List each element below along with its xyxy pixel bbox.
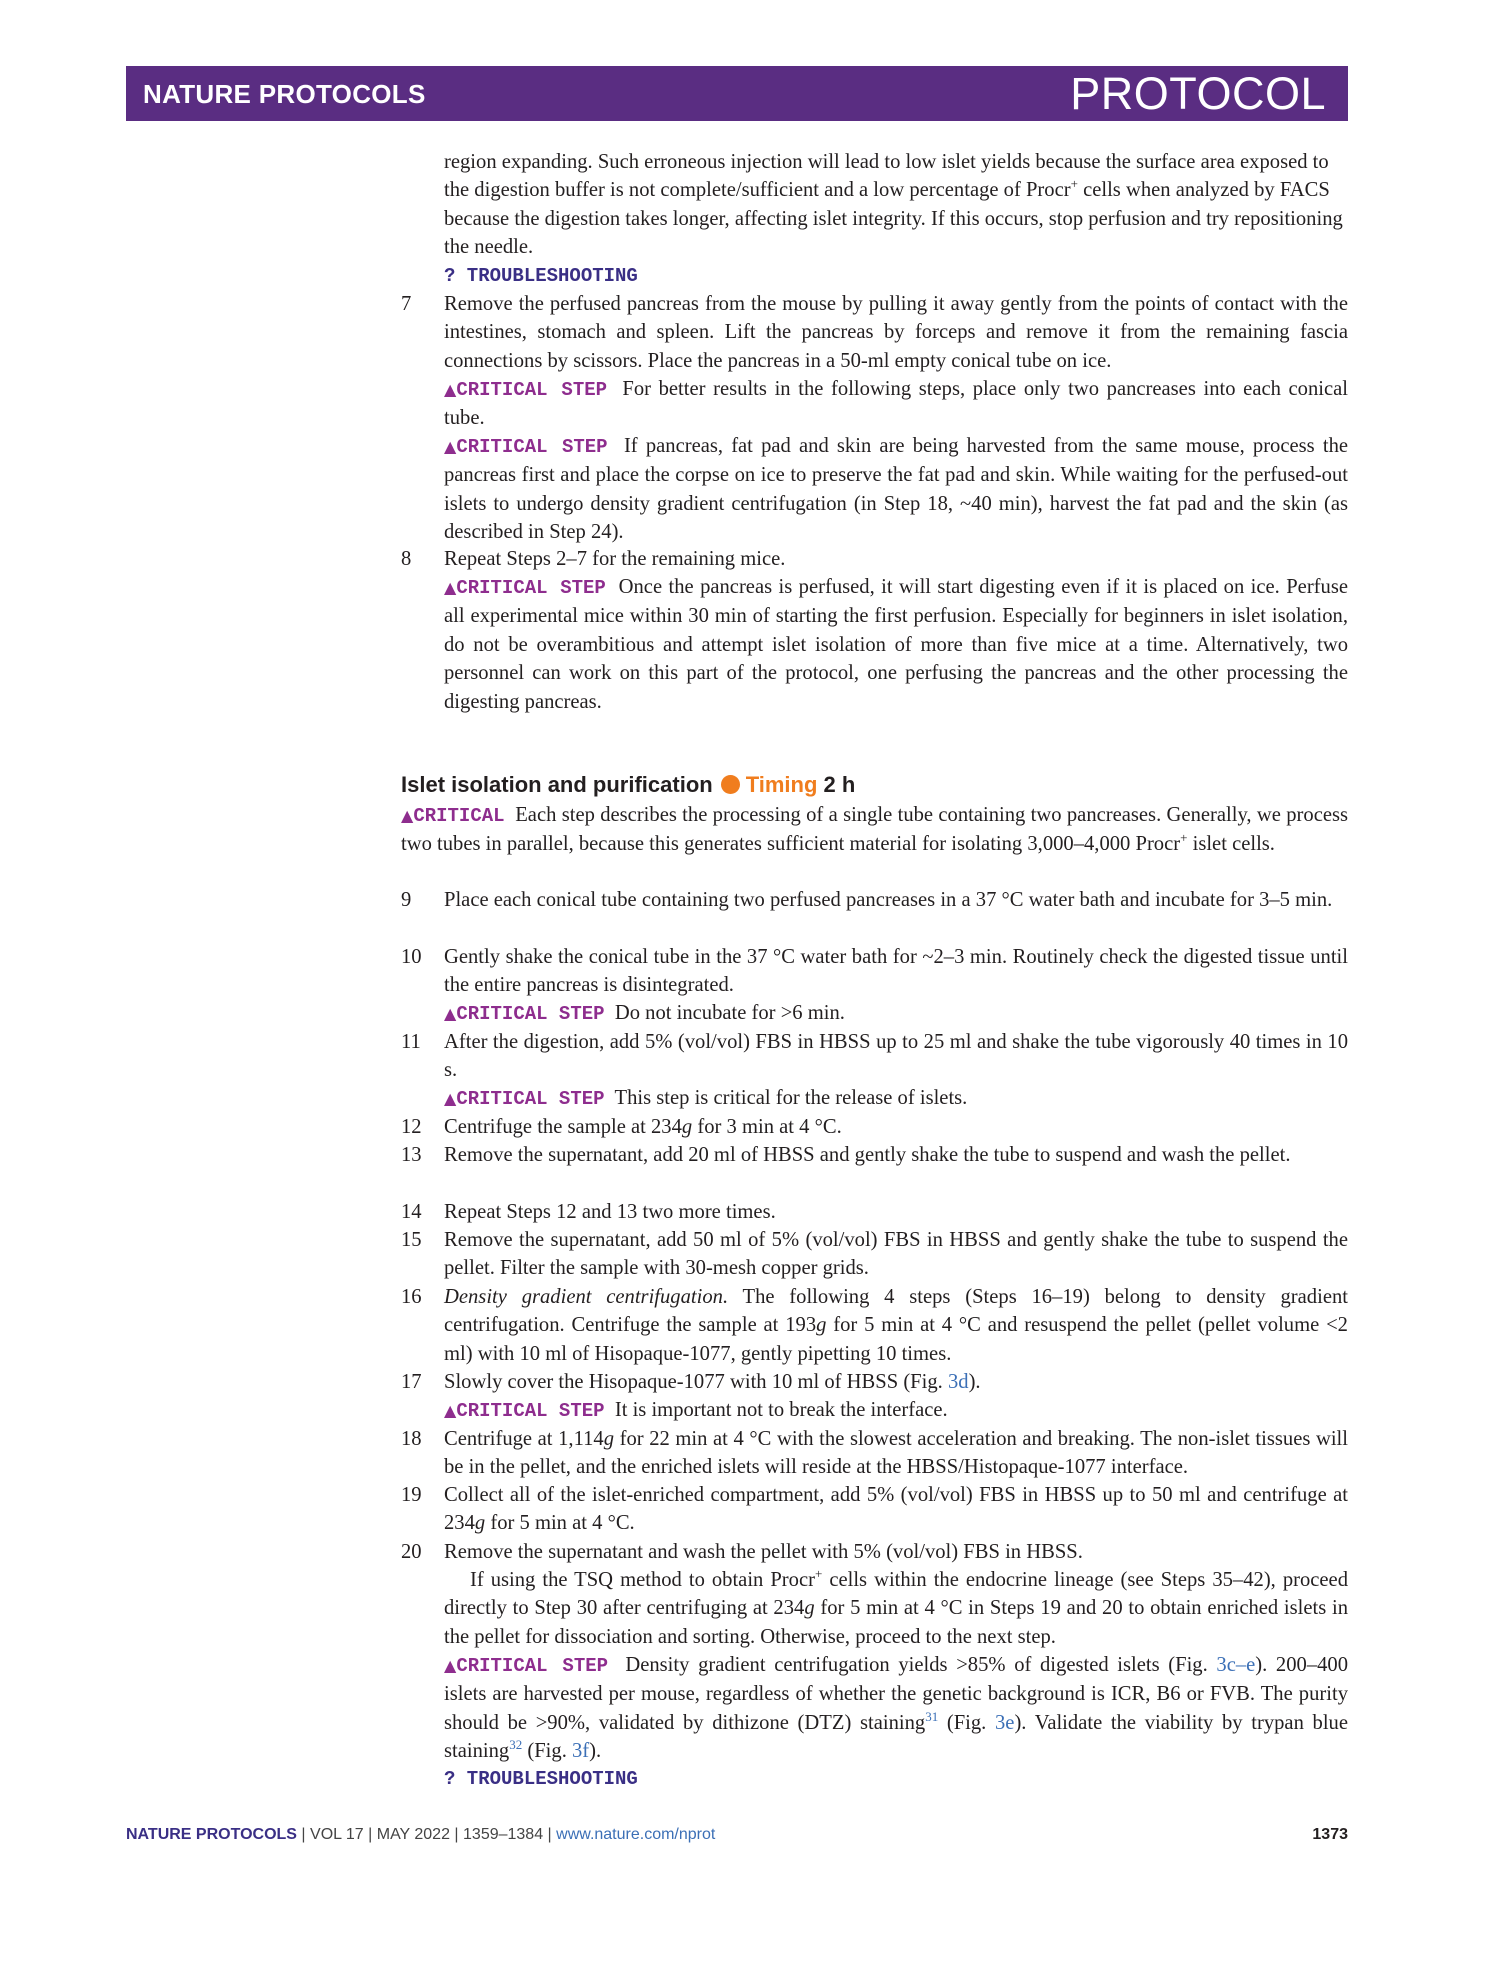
page-footer: NATURE PROTOCOLS | VOL 17 | MAY 2022 | 1359–1384 | www.nature.com/nprot bbox=[126, 1826, 716, 1843]
step-20-paragraph: If using the TSQ method to obtain Procr+ cells within the endocrine lineage (see Steps 35–42), proceed directly to Step 30 after centrifuging at 234g for 5 min at 4 °C in Steps 19 and 20 to obtain enriched islets in the pellet for dissociation and sorting. Otherwise, proceed to the next step. bbox=[444, 1566, 1349, 1648]
step-number: 11 bbox=[401, 1031, 421, 1053]
step-number: 20 bbox=[401, 1541, 422, 1563]
footer-journal: NATURE PROTOCOLS bbox=[126, 1826, 297, 1843]
step-19-text: Collect all of the islet-enriched compartment, add 5% (vol/vol) FBS in HBSS up to 50 ml and centrifuge at 234g for 5 min at 4 °C. bbox=[444, 1484, 1348, 1535]
timing-label: Timing bbox=[745, 772, 818, 797]
step-14-text: Repeat Steps 12 and 13 two more times. bbox=[444, 1201, 776, 1223]
step-10-critical: ▲CRITICAL STEP Do not incubate for >6 min. bbox=[444, 999, 1348, 1028]
continuation-line: exposed to the digestion buffer is not complete/sufficient and a low percentage of Procr bbox=[444, 151, 1329, 202]
step-10-text: Gently shake the conical tube in the 37 °C water bath for ~2–3 min. Routinely check the digested tissue until the entire pancreas is disintegrated. bbox=[444, 946, 1348, 997]
critical-step-label: CRITICAL STEP bbox=[456, 577, 606, 599]
timing-value: 2 h bbox=[823, 772, 856, 797]
reference-link[interactable]: 32 bbox=[509, 1737, 523, 1753]
step-7-critical-1: ▲CRITICAL STEP For better results in the following steps, place only two pancreases into each conical tube. bbox=[444, 378, 1349, 430]
superscript-plus: + bbox=[1070, 176, 1078, 192]
critical-step-label: CRITICAL STEP bbox=[456, 436, 608, 458]
step-9-text: Place each conical tube containing two perfused pancreases in a 37 °C water bath and incubate for 3–5 min. bbox=[444, 889, 1333, 911]
warning-triangle-icon: ▲ bbox=[444, 1656, 457, 1675]
step-number: 12 bbox=[401, 1116, 422, 1138]
step-17-critical: ▲CRITICAL STEP It is important not to break the interface. bbox=[444, 1396, 1348, 1425]
critical-step-label: CRITICAL STEP bbox=[456, 1400, 605, 1422]
step-number: 7 bbox=[401, 293, 412, 315]
section-heading bbox=[401, 772, 855, 798]
footer-volume: VOL 17 bbox=[310, 1826, 364, 1843]
step-number: 8 bbox=[401, 548, 412, 570]
step-number: 19 bbox=[401, 1484, 422, 1506]
continuation-paragraph bbox=[444, 148, 1348, 262]
header-banner bbox=[126, 66, 1348, 121]
section-critical-note: ▲CRITICAL Each step describes the processing of a single tube containing two pancreases. Generally, we process two tubes in parallel, because this generates sufficient material for isolating 3,000–4,000 Procr+ islet cells. bbox=[401, 804, 1349, 856]
timing-dot-icon bbox=[721, 775, 740, 794]
step-8-text: Repeat Steps 2–7 for the remaining mice. bbox=[444, 548, 786, 570]
warning-triangle-icon: ▲ bbox=[444, 578, 457, 597]
step-11-text: After the digestion, add 5% (vol/vol) FBS in HBSS up to 25 ml and shake the tube vigorously 40 times in 10 s. bbox=[444, 1031, 1348, 1082]
warning-triangle-icon: ▲ bbox=[444, 1401, 457, 1420]
step-number: 15 bbox=[401, 1229, 422, 1251]
step-20-text: Remove the supernatant and wash the pellet with 5% (vol/vol) FBS in HBSS. bbox=[444, 1541, 1083, 1563]
warning-triangle-icon: ▲ bbox=[444, 437, 457, 456]
critical-step-label: CRITICAL STEP bbox=[456, 1655, 609, 1677]
step-16-text: Density gradient centrifugation. The following 4 steps (Steps 16–19) belong to density gradient centrifugation. Centrifuge the sample at 193g for 5 min at 4 °C and resuspend the pellet (pellet volume <2 ml) with 10 ml of Hisopaque-1077, gently pipetting 10 times. bbox=[444, 1286, 1348, 1365]
step-17-text: Slowly cover the Hisopaque-1077 with 10 ml of HBSS (Fig. 3d). bbox=[444, 1371, 981, 1393]
continuation-line: region expanding. Such erroneous injection will lead to low islet yields because the surface area bbox=[444, 151, 1235, 173]
continuation-line: cells when bbox=[1077, 179, 1171, 202]
step-number: 18 bbox=[401, 1428, 422, 1450]
footer-pages: 1359–1384 bbox=[463, 1826, 544, 1843]
page-number: 1373 bbox=[1312, 1826, 1348, 1843]
journal-name: NATURE PROTOCOLS bbox=[143, 79, 426, 109]
continuation-line: analyzed by FACS because the digestion takes longer, affecting islet integrity. If this occurs, stop bbox=[444, 179, 1330, 230]
warning-triangle-icon: ▲ bbox=[444, 1004, 457, 1023]
warning-triangle-icon: ▲ bbox=[444, 380, 457, 399]
warning-triangle-icon: ▲ bbox=[401, 806, 414, 825]
figure-link[interactable]: 3e bbox=[995, 1711, 1015, 1734]
critical-label: CRITICAL bbox=[413, 805, 505, 827]
step-15-text: Remove the supernatant, add 50 ml of 5% (vol/vol) FBS in HBSS and gently shake the tube to suspend the pellet. Filter the sample with 30-mesh copper grids. bbox=[444, 1229, 1348, 1280]
critical-step-label: CRITICAL STEP bbox=[456, 379, 608, 401]
step-number: 9 bbox=[401, 889, 412, 911]
figure-link[interactable]: 3f bbox=[572, 1740, 590, 1763]
step-number: 13 bbox=[401, 1144, 422, 1166]
reference-link[interactable]: 31 bbox=[925, 1708, 939, 1724]
step-number: 17 bbox=[401, 1371, 422, 1393]
figure-link[interactable]: 3c–e bbox=[1216, 1654, 1256, 1676]
warning-triangle-icon: ▲ bbox=[444, 1089, 457, 1108]
step-7-critical-2: ▲CRITICAL STEP If pancreas, fat pad and skin are being harvested from the same mouse, process the pancreas first and place the corpse on ice to preserve the fat pad and skin. While waiting for the perfused-out islets to undergo density gradient centrifugation (in Step 18, ~40 min), harvest the fat pad and the skin (as described in Step 24). bbox=[444, 435, 1348, 544]
section-title: Islet isolation and purification bbox=[401, 772, 713, 797]
step-11-critical: ▲CRITICAL STEP This step is critical for the release of islets. bbox=[444, 1084, 1348, 1113]
figure-link[interactable]: 3d bbox=[947, 1371, 969, 1393]
step-number: 14 bbox=[401, 1201, 422, 1223]
footer-month: MAY 2022 bbox=[376, 1826, 450, 1843]
critical-step-label: CRITICAL STEP bbox=[456, 1003, 605, 1025]
step-12-text: Centrifuge the sample at 234g for 3 min at 4 °C. bbox=[444, 1116, 842, 1138]
step-20-critical: ▲CRITICAL STEP Density gradient centrifugation yields >85% of digested islets (Fig. 3c–e). 200–400 islets are harvested per mouse, regardless of whether the genetic background is ICR, B6 or FVB. The purity should be >90%, validated by dithizone (DTZ) staining$^{31}$ (Fig. 3e). Validate the viability by trypan blue staining$^{32}$ (Fig. 3f). bbox=[444, 1654, 1349, 1763]
article-type: PROTOCOL bbox=[1070, 68, 1326, 119]
step-13-text: Remove the supernatant, add 20 ml of HBSS and gently shake the tube to suspend and wash the pellet. bbox=[444, 1144, 1291, 1166]
continuation-line: perfusion and try repositioning the needle. bbox=[444, 207, 1343, 259]
troubleshooting-label[interactable]: ? TROUBLESHOOTING bbox=[444, 265, 638, 287]
step-18-text: Centrifuge at 1,114g for 22 min at 4 °C with the slowest acceleration and breaking. The non-islet tissues will be in the pellet, and the enriched islets will reside at the HBSS/Histopaque-1077 interface. bbox=[444, 1428, 1348, 1479]
step-number: 10 bbox=[401, 946, 422, 968]
step-number: 16 bbox=[401, 1286, 422, 1308]
footer-url[interactable]: www.nature.com/nprot bbox=[556, 1826, 716, 1843]
critical-step-label: CRITICAL STEP bbox=[456, 1088, 605, 1110]
step-7-text: Remove the perfused pancreas from the mouse by pulling it away gently from the points of contact with the intestines, stomach and spleen. Lift the pancreas by forceps and remove it from the remaining fascia connections by scissors. Place the pancreas in a 50-ml empty conical tube on ice. bbox=[444, 293, 1348, 372]
troubleshooting-label[interactable]: ? TROUBLESHOOTING bbox=[444, 1768, 638, 1790]
step-8-critical: ▲CRITICAL STEP Once the pancreas is perfused, it will start digesting even if it is placed on ice. Perfuse all experimental mice within 30 min of starting the first perfusion. Especially for beginners in islet isolation, do not be overambitious and attempt islet isolation of more than five mice at a time. Alternatively, two personnel can work on this part of the protocol, one perfusing the pancreas and the other processing the digesting pancreas. bbox=[444, 576, 1348, 713]
